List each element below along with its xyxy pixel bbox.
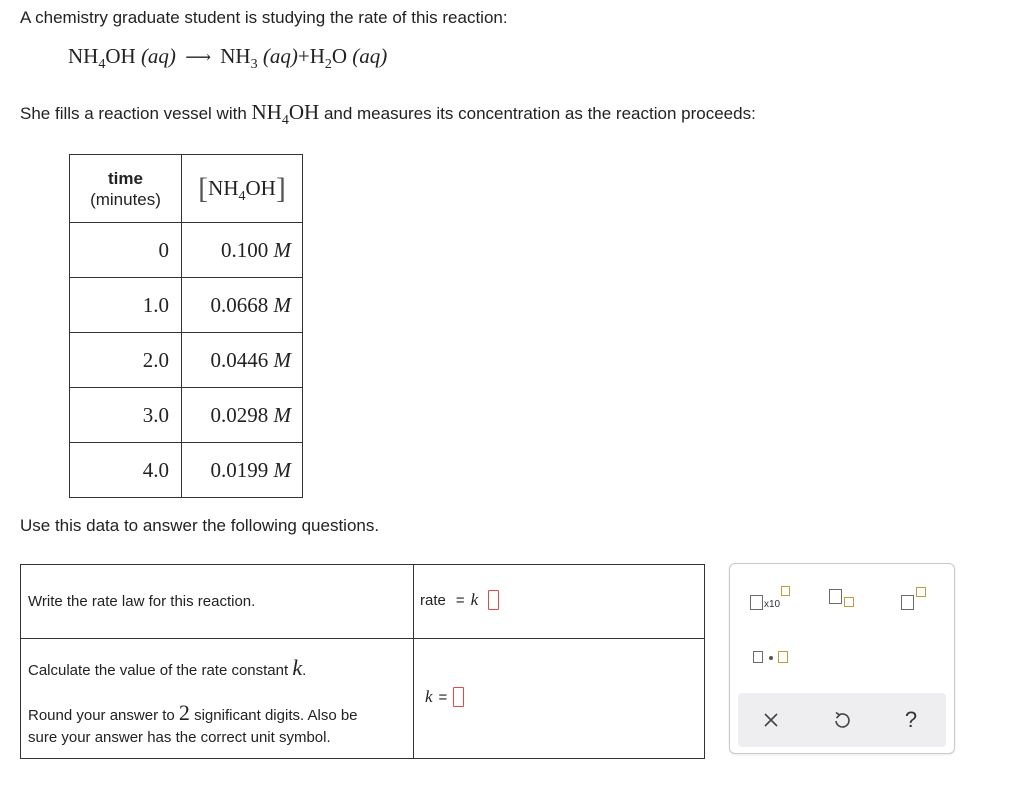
help-button[interactable] [896,705,926,735]
procedure-text [20,100,756,129]
concentration-cell: 0.0668 M [182,278,303,333]
header-time-unit: (minutes) [90,189,161,209]
k-symbol: k [470,590,479,609]
procedure-text-before: She fills a reaction vessel with [20,104,247,123]
product-ammonia: $NH_3$ [220,44,258,73]
factor-box-icon [778,651,788,663]
concentration-cell: 0.0446 M [182,333,303,388]
superscript-button[interactable] [898,584,934,614]
dot-icon [769,656,773,660]
rounding-instructions: Round your answer to 2 significant digits. Also be sure your answer has the correct unit symbol. [28,700,358,746]
equals-sign: = [455,591,465,609]
table-row [70,388,303,443]
palette-footer [738,693,946,747]
header-time-title: time [108,168,143,188]
question-row-rate-constant [21,639,704,759]
concentration-cell: 0.0199 M [182,443,303,498]
rate-law-answer [420,590,499,610]
superscript-box-icon [916,587,926,597]
reactant: $NH_4OH$ [68,44,136,73]
question-row-rate-law [21,565,704,639]
procedure-text-after: and measures its concentration as the reaction proceeds: [323,104,756,123]
math-palette [729,563,955,754]
base-box-icon [901,595,914,610]
multiply-dot-button[interactable] [748,648,794,670]
header-time [70,155,182,223]
k-symbol: k [425,687,433,706]
table-row [70,443,303,498]
rate-constant-input[interactable] [453,687,464,707]
instructions-text: Use this data to answer the following questions. [20,516,380,535]
rate-constant-answer [425,687,464,707]
phase-label: (aq) [262,44,298,68]
x10-label: x10 [764,599,781,610]
subscript-button[interactable] [826,584,862,614]
table-row [70,278,303,333]
species-formula: $NH_4OH$ [251,100,320,129]
question-cell [21,565,414,638]
factor-box-icon [753,651,763,663]
concentration-cell: 0.0298 M [182,388,303,443]
base-box-icon [829,589,842,604]
scientific-notation-button[interactable] [746,584,794,614]
base-box-icon [750,595,763,610]
close-icon [764,713,778,727]
question-rate-constant: Calculate the value of the rate constant k. [28,655,307,680]
clear-button[interactable] [756,705,786,735]
help-icon: ? [904,707,918,732]
time-cell: 0 [70,223,182,278]
rate-law-input[interactable] [488,590,499,610]
reaction-arrow-icon: ⟶ [185,47,211,67]
equals-sign: = [438,688,448,706]
time-cell: 2.0 [70,333,182,388]
question-rate-law: Write the rate law for this reaction. [28,593,256,610]
phase-label: (aq) [352,44,388,68]
subscript-box-icon [844,597,854,607]
exponent-box-icon [781,586,790,596]
question-cell [21,639,414,759]
undo-button[interactable] [827,705,857,735]
table-row [70,223,303,278]
undo-icon [833,711,851,729]
concentration-cell: 0.100 M [182,223,303,278]
answer-cell [414,639,704,759]
time-cell: 1.0 [70,278,182,333]
time-cell: 3.0 [70,388,182,443]
reaction-equation [68,44,387,73]
question-table [20,564,705,759]
table-row [70,333,303,388]
intro-text: A chemistry graduate student is studying the rate of this reaction: [20,8,508,27]
header-concentration: $[NH_4OH]$ [182,155,303,223]
phase-label: (aq) [140,44,176,68]
concentration-table [69,154,303,498]
product-water: $H_2O$ [309,44,348,73]
rate-label: rate [420,591,446,609]
plus-sign: + [297,44,310,68]
time-cell: 4.0 [70,443,182,498]
answer-cell [414,565,704,638]
